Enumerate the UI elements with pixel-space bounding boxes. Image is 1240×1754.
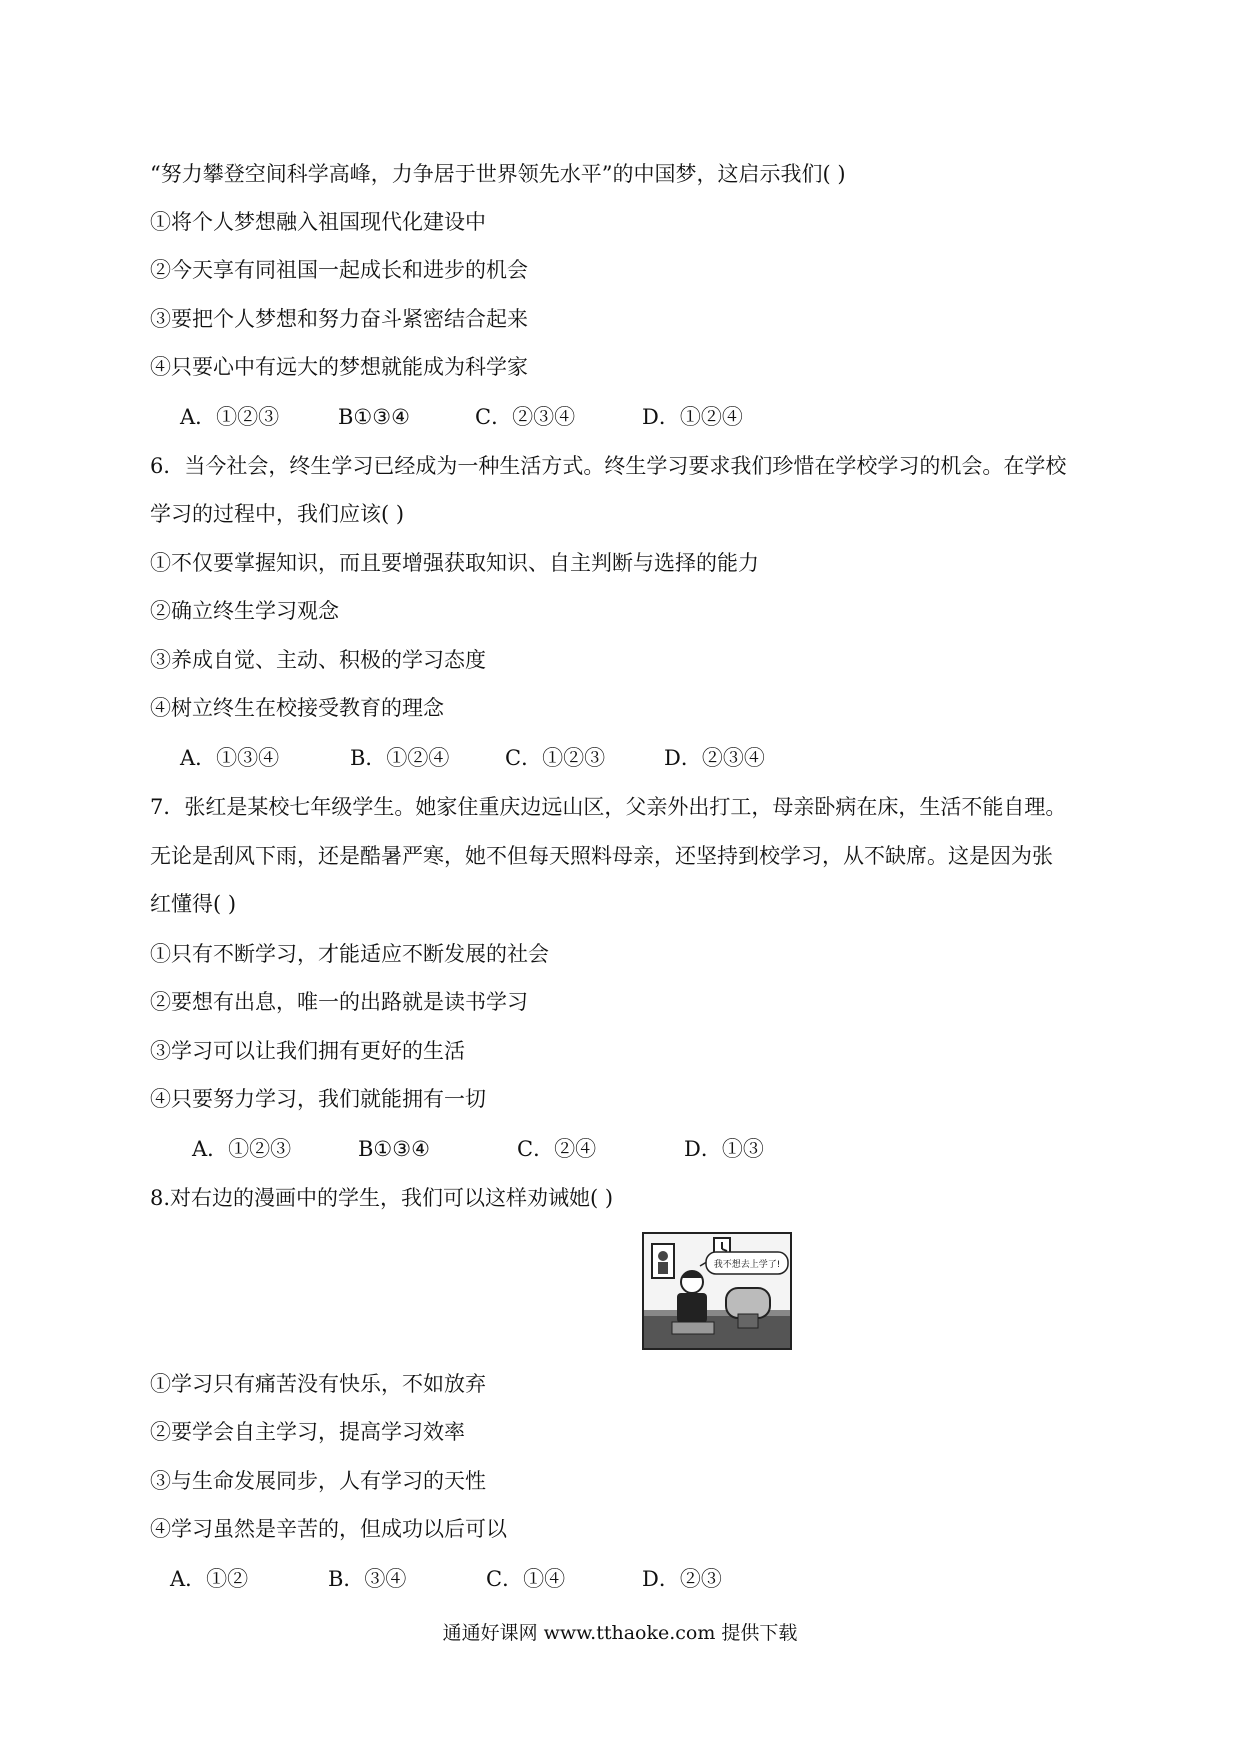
- q7-stem-line-3: 红懂得( ): [150, 892, 237, 916]
- q7-stem-line-1: 7．张红是某校七年级学生。她家住重庆边远山区，父亲外出打工，母亲卧病在床，生活不能自理。: [150, 795, 1067, 819]
- q7-statement-2: ②要想有出息，唯一的出路就是读书学习: [150, 990, 528, 1014]
- q7-option-d: D．①③: [684, 1137, 764, 1161]
- q7-option-c: C．②④: [517, 1137, 597, 1161]
- q6-statement-2: ②确立终生学习观念: [150, 599, 339, 623]
- page-footer: 通通好课网 www.tthaoke.com 提供下载: [442, 1622, 798, 1644]
- q6-statement-1: ①不仅要掌握知识，而且要增强获取知识、自主判断与选择的能力: [150, 551, 759, 575]
- cartoon-caption: 我不想去上学了!: [713, 1260, 781, 1270]
- q8-option-b: B．③④: [328, 1567, 407, 1591]
- q5-statement-1: ①将个人梦想融入祖国现代化建设中: [150, 210, 486, 234]
- q6-stem-line-2: 学习的过程中，我们应该( ): [150, 502, 405, 526]
- q5-statement-4: ④只要心中有远大的梦想就能成为科学家: [150, 355, 528, 379]
- q8-stem: 8.对右边的漫画中的学生，我们可以这样劝诫她( ): [150, 1186, 614, 1210]
- q8-statement-1: ①学习只有痛苦没有快乐，不如放弃: [150, 1372, 486, 1396]
- q7-option-b: B①③④: [358, 1137, 430, 1161]
- q6-statement-4: ④树立终生在校接受教育的理念: [150, 696, 444, 720]
- q6-statement-3: ③养成自觉、主动、积极的学习态度: [150, 648, 486, 672]
- q6-option-d: D．②③④: [664, 746, 765, 770]
- q5-stem: “努力攀登空间科学高峰，力争居于世界领先水平”的中国梦，这启示我们( ): [150, 162, 846, 186]
- q7-statement-3: ③学习可以让我们拥有更好的生活: [150, 1039, 465, 1063]
- q5-statement-2: ②今天享有同祖国一起成长和进步的机会: [150, 258, 528, 282]
- q5-option-c: C．②③④: [475, 405, 576, 429]
- q7-option-a: A．①②③: [192, 1137, 292, 1161]
- q5-option-d: D．①②④: [642, 405, 743, 429]
- q8-statement-3: ③与生命发展同步，人有学习的天性: [150, 1469, 486, 1493]
- q8-statement-2: ②要学会自主学习，提高学习效率: [150, 1420, 465, 1444]
- q7-stem-line-2: 无论是刮风下雨，还是酷暑严寒，她不但每天照料母亲，还坚持到校学习，从不缺席。这是因为张: [150, 844, 1053, 868]
- q5-statement-3: ③要把个人梦想和努力奋斗紧密结合起来: [150, 307, 528, 331]
- q8-option-d: D．②③: [642, 1567, 722, 1591]
- q8-option-a: A．①②: [170, 1567, 249, 1591]
- q8-option-c: C．①④: [486, 1567, 566, 1591]
- q6-option-c: C．①②③: [505, 746, 606, 770]
- q6-option-b: B．①②④: [350, 746, 450, 770]
- q5-option-b: B①③④: [338, 405, 410, 429]
- cartoon-student-image: [642, 1232, 792, 1350]
- q8-statement-4: ④学习虽然是辛苦的，但成功以后可以: [150, 1517, 507, 1541]
- q6-stem-line-1: 6．当今社会，终生学习已经成为一种生活方式。终生学习要求我们珍惜在学校学习的机会。在学校: [150, 454, 1067, 478]
- q7-statement-1: ①只有不断学习，才能适应不断发展的社会: [150, 942, 549, 966]
- q5-option-a: A．①②③: [180, 405, 280, 429]
- q7-statement-4: ④只要努力学习，我们就能拥有一切: [150, 1087, 486, 1111]
- q6-option-a: A．①③④: [180, 746, 280, 770]
